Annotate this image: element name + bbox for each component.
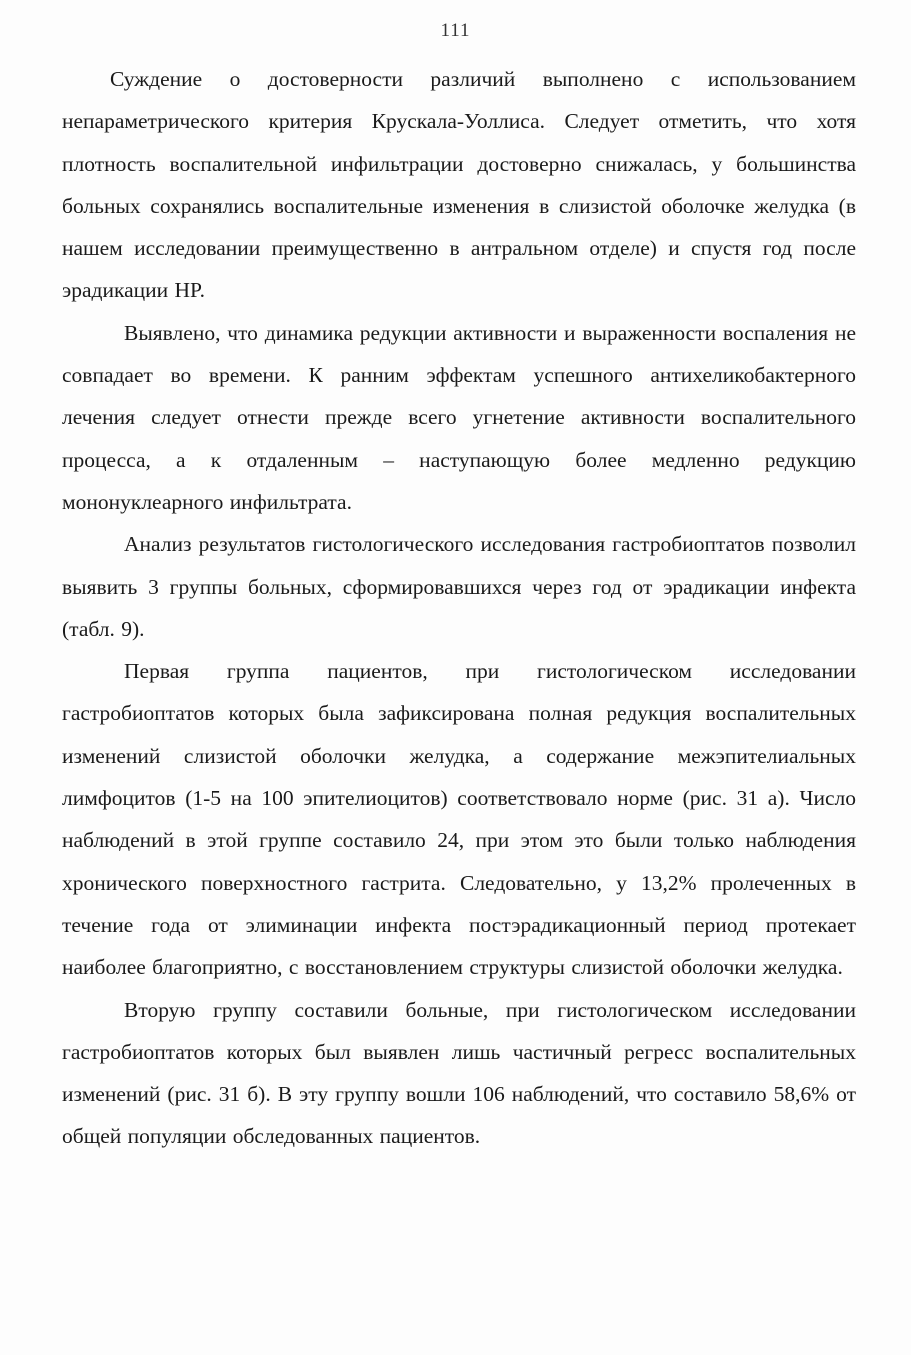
paragraph-2: Выявлено, что динамика редукции активности и выраженности воспаления не совпадает во времени. К ранним эффектам успешного антихеликобактерного лечения следует отнести прежде всего угнетение активности воспалительного процесса, а к отдаленным – наступающую более медленно редукцию мононуклеарного инфильтрата.	[62, 320, 856, 514]
paragraph-4: Первая группа пациентов, при гистологическом исследовании гастробиоптатов которых была зафиксирована полная редукция воспалительных изменений слизистой оболочки желудка, а содержание межэпителиальных лимфоцитов (1-5 на 100 эпителиоцитов) соответствовало норме (рис. 31 а). Число наблюдений в этой группе составило 24, при этом это были только наблюдения хронического поверхностного гастрита. Следовательно, у 13,2% пролеченных в течение года от элиминации инфекта постэрадикационный период протекает наиболее благоприятно, с восстановлением структуры слизистой оболочки желудка.	[62, 659, 856, 980]
paragraph-3: Анализ результатов гистологического исследования гастробиоптатов позволил выявить 3 группы больных, сформировавшихся через год от эрадикации инфекта (табл. 9).	[62, 532, 856, 641]
paragraph-1: Суждение о достоверности различий выполнено с использованием непараметрического критерия Крускала-Уоллиса. Следует отметить, что хотя плотность воспалительной инфильтрации достоверно снижалась, у большинства больных сохранялись воспалительные изменения в слизистой оболочке желудка (в нашем исследовании преимущественно в антральном отделе) и спустя год после эрадикации HP.	[62, 67, 856, 303]
page-number: 111	[440, 20, 471, 41]
paragraph-5: Вторую группу составили больные, при гистологическом исследовании гастробиоптатов которых был выявлен лишь частичный регресс воспалительных изменений (рис. 31 б). В эту группу вошли 106 наблюдений, что составило 58,6% от общей популяции обследованных пациентов.	[62, 997, 856, 1149]
body-text	[62, 58, 856, 1158]
